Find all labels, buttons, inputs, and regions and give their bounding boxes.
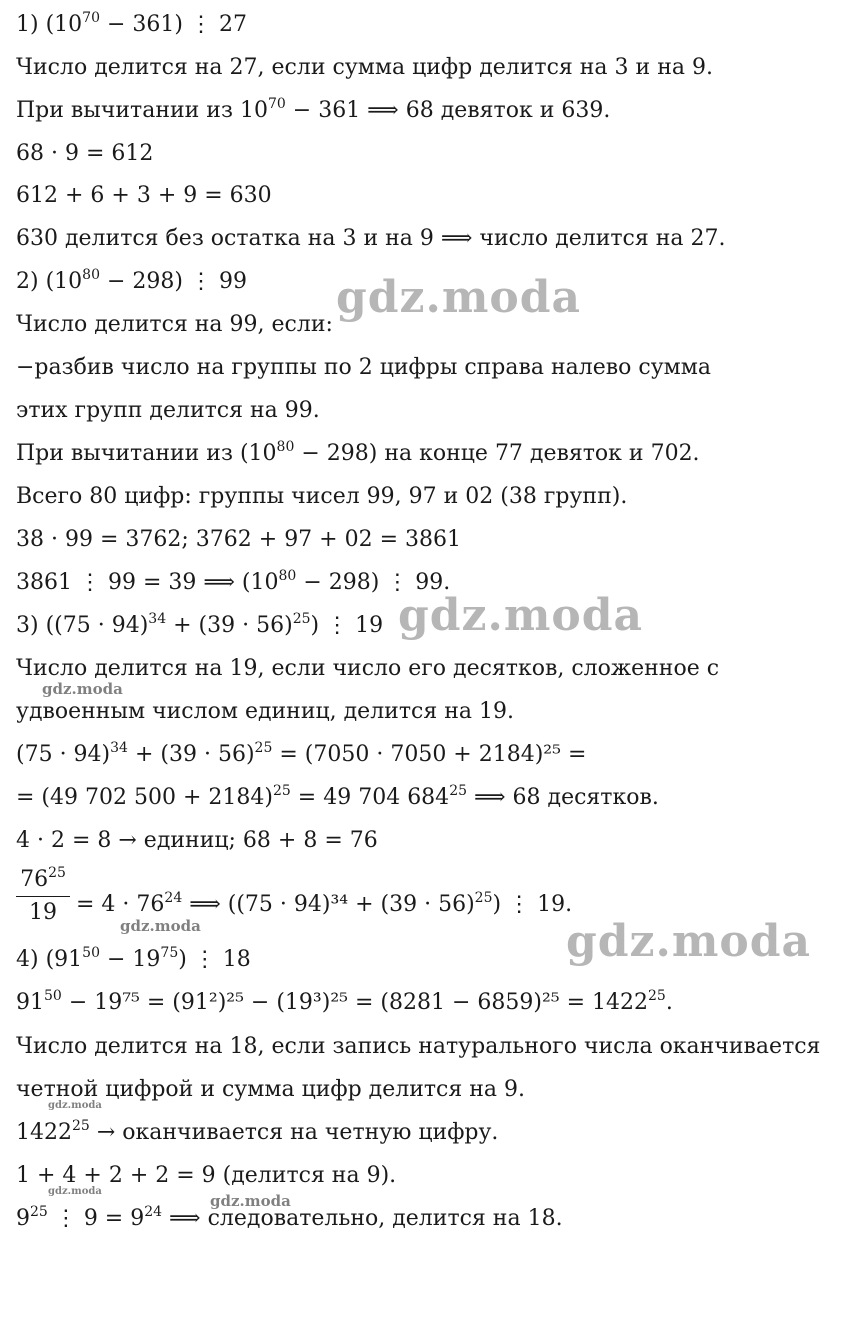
line-28: $9^{25}$ ⋮ $9 = 9^{24}$ ⟹ следовательно, делится на 18. (16, 1204, 563, 1231)
fraction (16, 866, 70, 927)
line-9: −разбив число на группы по 2 цифры справа налево сумма (16, 355, 712, 380)
line-17: удвоенным числом единиц, делится на 19. (16, 699, 514, 724)
line-14: 3861 ⋮ 99 = 39 ⟹ $(10^{80} - 298)$ ⋮ 99. (16, 568, 451, 595)
line-7: 2) $(10^{80} - 298)$ ⋮ 99 (16, 267, 247, 294)
line-18: $(75 \cdot 94)^{34} + (39 \cdot 56)^{25} = (7050 \cdot 7050 + 2184)^{25}$ = (16, 740, 587, 767)
line-2: Число делится на 27, если сумма цифр делится на 3 и на 9. (16, 55, 713, 80)
line-27: 1 + 4 + 2 + 2 = 9 (делится на 9). (16, 1163, 397, 1188)
line-24: Число делится на 18, если запись натурального числа оканчивается (16, 1034, 821, 1059)
line-6: 630 делится без остатка на 3 и на 9 ⟹ число делится на 27. (16, 226, 726, 251)
line-11: При вычитании из $(10^{80} - 298)$ на конце 77 девяток и 702. (16, 439, 700, 466)
watermark: gdz.moda (336, 272, 582, 323)
line-4: 68 · 9 = 612 (16, 141, 154, 166)
line-3: При вычитании из $10^{70} - 361$ ⟹ 68 девяток и 639. (16, 96, 611, 123)
watermark: gdz.moda (48, 1100, 102, 1111)
line-10: этих групп делится на 99. (16, 398, 320, 423)
line-26: $1422^{25}$ → оканчивается на четную цифру. (16, 1118, 499, 1145)
watermark: gdz.moda (210, 1192, 291, 1210)
line-12: Всего 80 цифр: группы чисел 99, 97 и 02 (38 групп). (16, 484, 628, 509)
fraction-numerator: $76^{25}$ (16, 866, 70, 897)
watermark: gdz.moda (120, 917, 201, 935)
watermark: gdz.moda (566, 916, 812, 967)
line-1: 1) $(10^{70} - 361)$ ⋮ 27 (16, 10, 247, 37)
fraction-denominator: 19 (29, 900, 57, 925)
line-25: четной цифрой и сумма цифр делится на 9. (16, 1077, 526, 1102)
watermark: gdz.moda (48, 1186, 102, 1197)
line-15: 3) $((75 \cdot 94)^{34} + (39 \cdot 56)^{25})$ ⋮ 19 (16, 611, 384, 638)
line-16: Число делится на 19, если число его десятков, сложенное с (16, 656, 720, 681)
watermark: gdz.moda (42, 680, 123, 698)
line-23: $91^{50} - 19^{75} = (91^2)^{25} - (19^3)^{25} = (8281 - 6859)^{25} = 1422^{25}$. (16, 988, 673, 1015)
line-19: = (49 702 500 + 2184)$^{25}$ = 49 704 $684^{25}$ ⟹ 68 десятков. (16, 783, 659, 810)
line-22: 4) $(91^{50} - 19^{75})$ ⋮ 18 (16, 945, 251, 972)
line-21: = $4 \cdot 76^{24}$ ⟹ $((75 \cdot 94)^{34} + (39 \cdot 56)^{25})$ ⋮ 19. (76, 890, 573, 917)
line-13: 38 · 99 = 3762; 3762 + 97 + 02 = 3861 (16, 527, 462, 552)
watermark: gdz.moda (398, 590, 644, 641)
line-8: Число делится на 99, если: (16, 312, 333, 337)
line-5: 612 + 6 + 3 + 9 = 630 (16, 183, 272, 208)
line-20: 4 · 2 = 8 → единиц; 68 + 8 = 76 (16, 828, 378, 853)
